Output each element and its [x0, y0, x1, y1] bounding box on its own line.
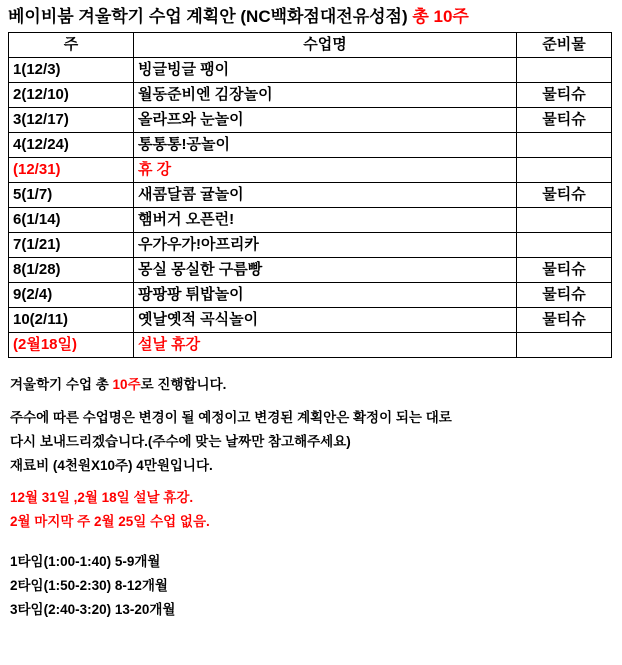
- cell-materials: 물티슈: [517, 108, 612, 133]
- note-schedule-change-2: 다시 보내드리겠습니다.(주수에 맞는 날짜만 참고해주세요): [10, 434, 351, 449]
- note-total-weeks-pre: 겨울학기 수업 총: [10, 377, 113, 392]
- cell-materials: [517, 58, 612, 83]
- notes-spacer-1: [10, 398, 614, 406]
- table-row: [9, 133, 612, 158]
- note-material-fee: 재료비 (4천원X10주) 4만원입니다.: [10, 458, 213, 473]
- cell-class-name: 올라프와 눈놀이: [134, 108, 517, 133]
- page-title: [8, 6, 614, 28]
- cell-class-name: 휴 강: [134, 158, 517, 183]
- cell-week: 7(1/21): [9, 233, 134, 258]
- schedule-table-body: [9, 58, 612, 358]
- table-row: [9, 258, 612, 283]
- cell-class-name: 빙글빙글 팽이: [134, 58, 517, 83]
- cell-materials: 물티슈: [517, 308, 612, 333]
- cell-materials: [517, 233, 612, 258]
- cell-week: 5(1/7): [9, 183, 134, 208]
- cell-materials: [517, 208, 612, 233]
- cell-week: (12/31): [9, 158, 134, 183]
- notes-section: [8, 372, 614, 622]
- table-row: [9, 183, 612, 208]
- table-row: [9, 58, 612, 83]
- cell-class-name: 월동준비엔 김장놀이: [134, 83, 517, 108]
- note-total-weeks-post: 로 진행합니다.: [140, 377, 227, 392]
- note-schedule-change-1: 주수에 따른 수업명은 변경이 될 예정이고 변경된 계획안은 확정이 되는 대로: [10, 410, 452, 425]
- notes-spacer-2: [10, 478, 614, 486]
- cell-week: 3(12/17): [9, 108, 134, 133]
- cell-week: 9(2/4): [9, 283, 134, 308]
- cell-materials: 물티슈: [517, 183, 612, 208]
- cell-class-name: 옛날옛적 곡식놀이: [134, 308, 517, 333]
- table-header-row: [9, 33, 612, 58]
- cell-class-name: 통통통!공놀이: [134, 133, 517, 158]
- note-time-slot-3: 3타임(2:40-3:20) 13-20개월: [10, 602, 176, 617]
- cell-week: 1(12/3): [9, 58, 134, 83]
- cell-class-name: 우가우가!아프리카: [134, 233, 517, 258]
- note-february-no-class: 2월 마지막 주 2월 25일 수업 없음.: [10, 514, 210, 529]
- note-time-slot-1: 1타임(1:00-1:40) 5-9개월: [10, 554, 161, 569]
- table-row: [9, 158, 612, 183]
- page-title-main: 베이비붐 겨울학기 수업 계획안 (NC백화점대전유성점): [8, 7, 408, 26]
- note-holiday-closures: 12월 31일 ,2월 18일 설날 휴강.: [10, 490, 194, 505]
- table-row: [9, 333, 612, 358]
- notes-spacer-3: [10, 534, 614, 550]
- cell-week: (2월18일): [9, 333, 134, 358]
- note-total-weeks-value: 10주: [112, 377, 141, 392]
- cell-class-name: 팡팡팡 튀밥놀이: [134, 283, 517, 308]
- cell-class-name: 몽실 몽실한 구름빵: [134, 258, 517, 283]
- table-row: [9, 283, 612, 308]
- table-row: [9, 108, 612, 133]
- column-header-materials: 준비물: [517, 33, 612, 58]
- cell-week: 4(12/24): [9, 133, 134, 158]
- note-time-slot-2: 2타임(1:50-2:30) 8-12개월: [10, 578, 168, 593]
- cell-week: 2(12/10): [9, 83, 134, 108]
- cell-week: 6(1/14): [9, 208, 134, 233]
- cell-class-name: 햄버거 오픈런!: [134, 208, 517, 233]
- column-header-week: 주: [9, 33, 134, 58]
- cell-materials: [517, 158, 612, 183]
- column-header-class-name: 수업명: [134, 33, 517, 58]
- cell-materials: 물티슈: [517, 83, 612, 108]
- table-row: [9, 83, 612, 108]
- cell-materials: 물티슈: [517, 258, 612, 283]
- cell-materials: 물티슈: [517, 283, 612, 308]
- cell-class-name: 새콤달콤 귤놀이: [134, 183, 517, 208]
- cell-week: 8(1/28): [9, 258, 134, 283]
- cell-materials: [517, 333, 612, 358]
- page-title-highlight: 총 10주: [412, 7, 469, 26]
- cell-class-name: 설날 휴강: [134, 333, 517, 358]
- table-row: [9, 208, 612, 233]
- cell-week: 10(2/11): [9, 308, 134, 333]
- table-row: [9, 233, 612, 258]
- schedule-table: [8, 32, 612, 358]
- table-row: [9, 308, 612, 333]
- cell-materials: [517, 133, 612, 158]
- note-total-weeks: [10, 372, 614, 398]
